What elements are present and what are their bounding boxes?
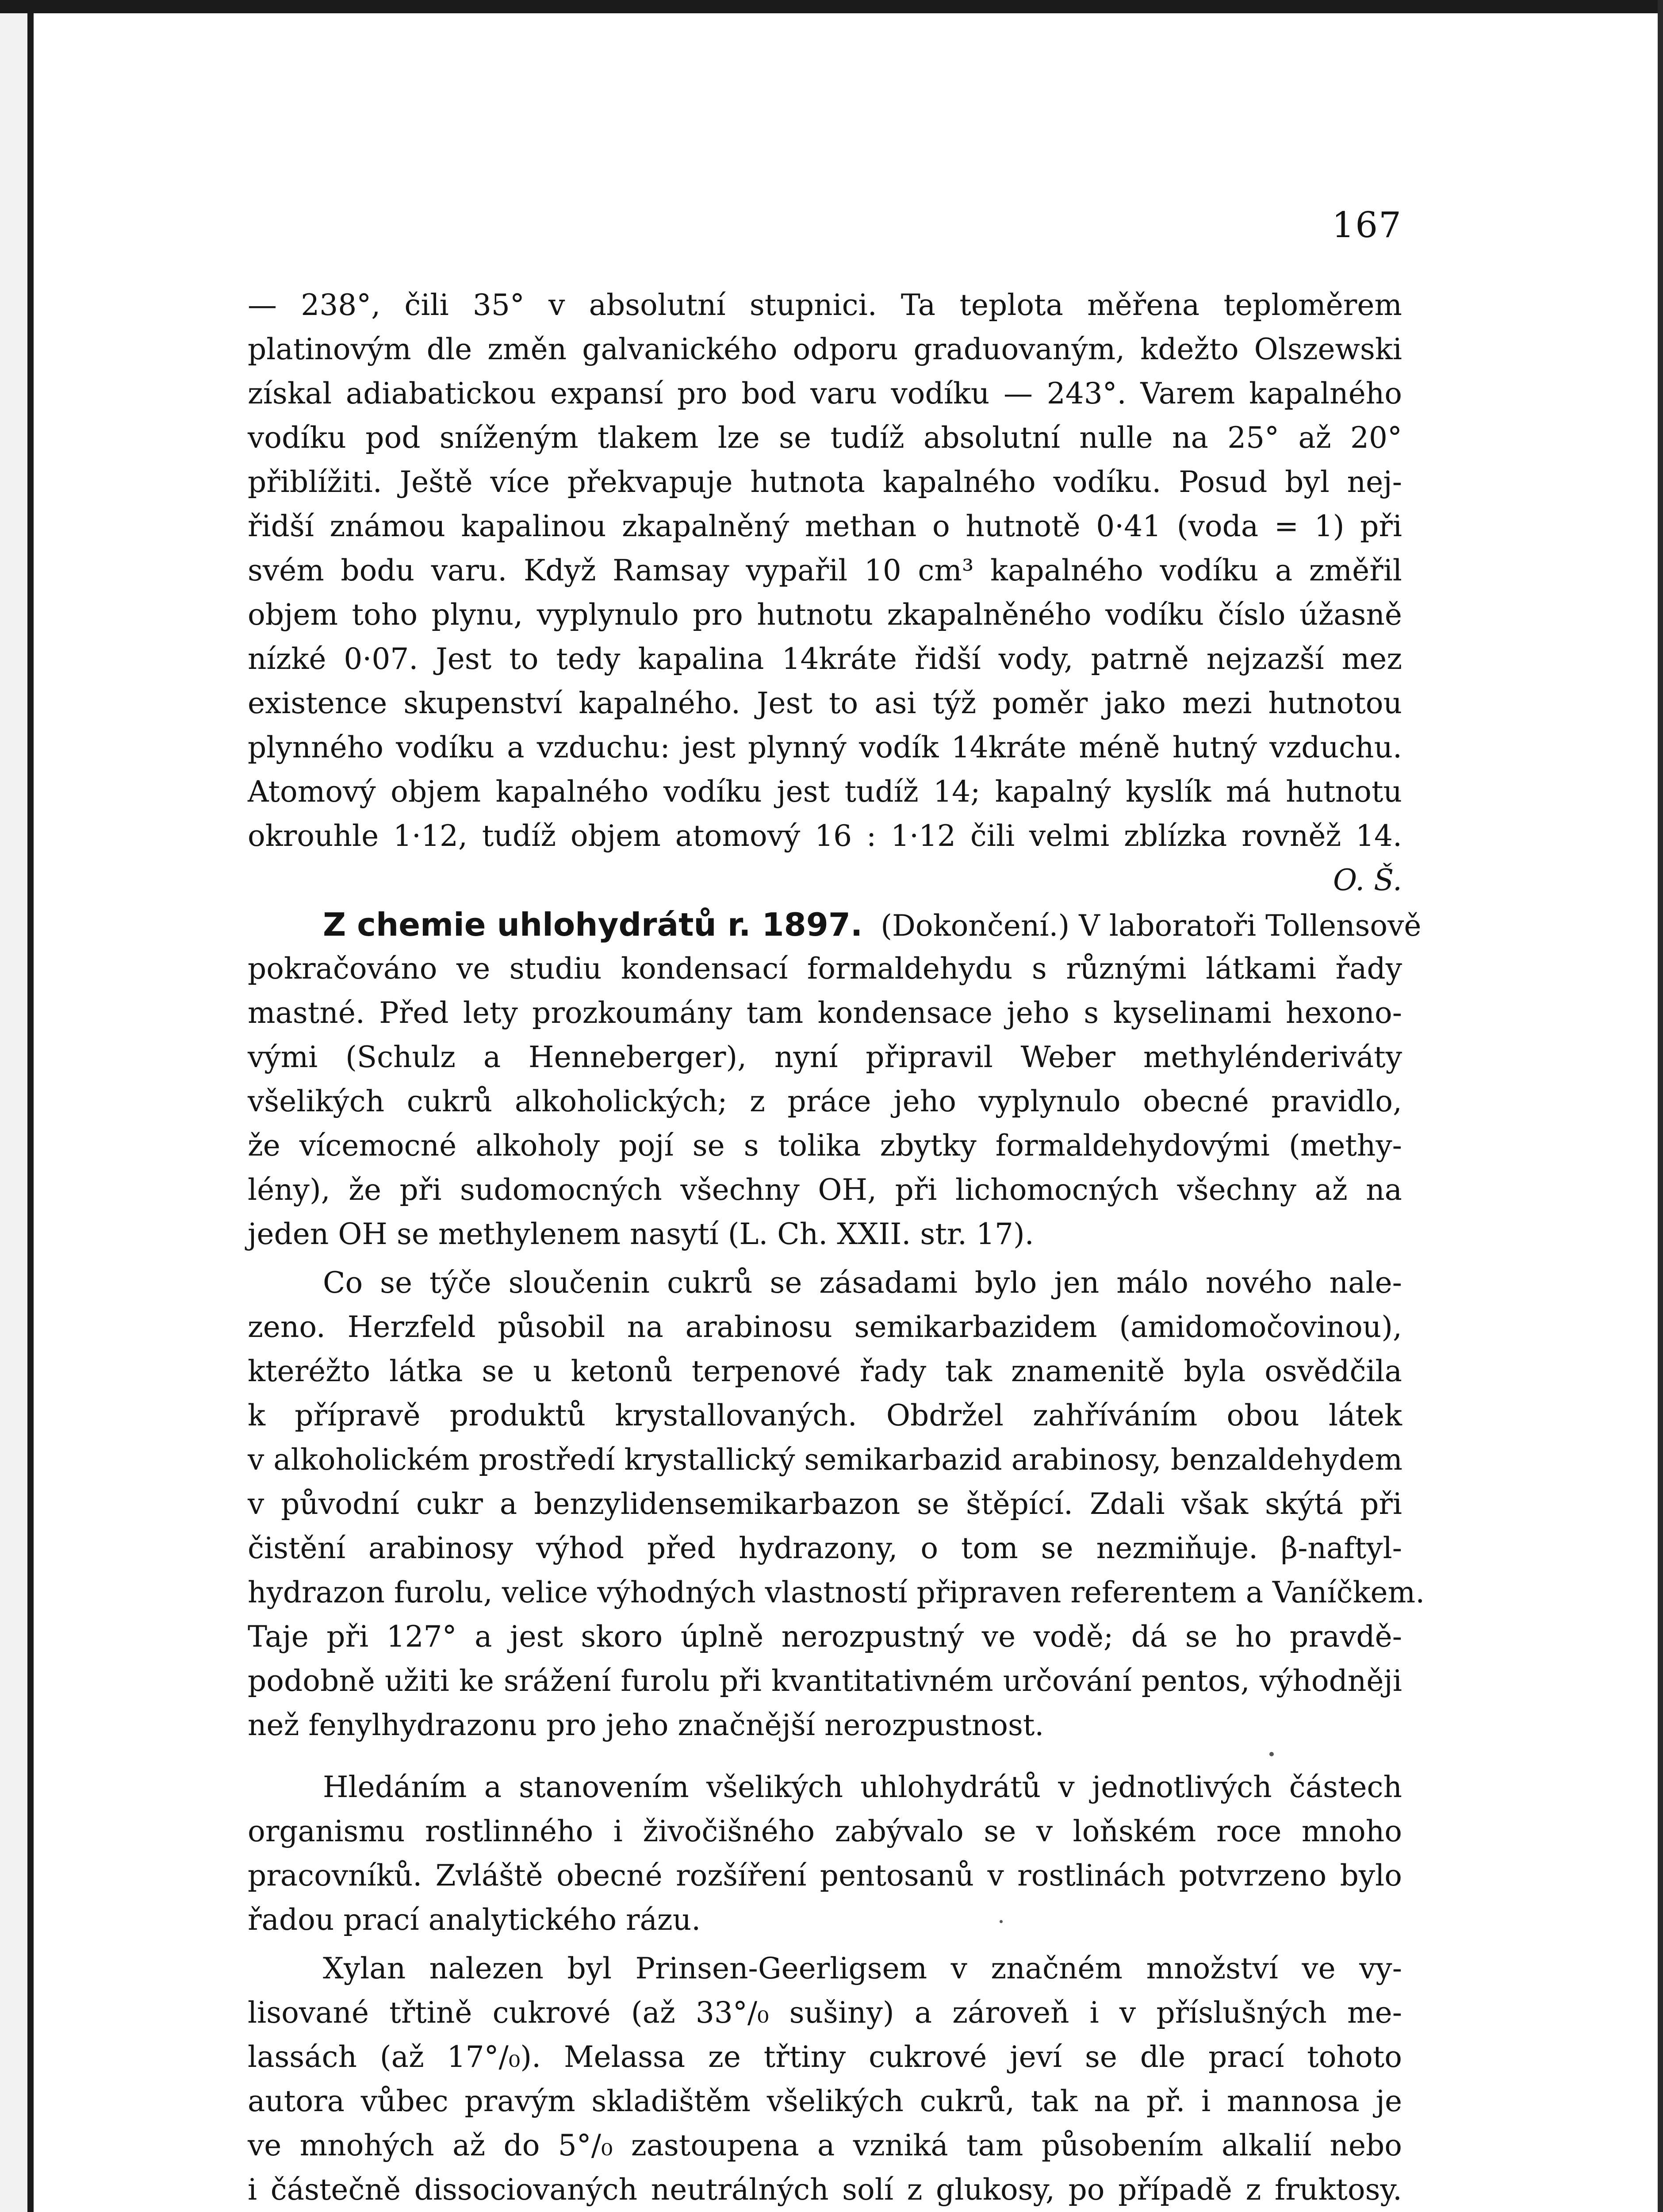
text-line: podobně užiti ke srážení furolu při kvantitativném určování pentos, výhodněji (248, 1664, 1402, 1698)
text-line: pokračováno ve studiu kondensací formaldehydu s různými látkami řady (248, 952, 1402, 986)
text-line: okrouhle 1·12, tudíž objem atomový 16 : 1·12 čili velmi zblízka rovněž 14. (248, 819, 1402, 853)
text-line: získal adiabatickou expansí pro bod varu vodíku — 243°. Varem kapalného (248, 376, 1402, 411)
text-line: v původní cukr a benzylidensemikarbazon se štěpící. Zdali však skýtá při (248, 1487, 1402, 1521)
scan-margin (0, 0, 27, 2212)
scan-border-right (1658, 0, 1663, 2212)
text-line: zeno. Herzfeld působil na arabinosu semikarbazidem (amidomočovinou), (248, 1310, 1402, 1344)
text-line: ve mnohých až do 5°/₀ zastoupena a vzniká tam působením alkalií nebo (248, 2128, 1402, 2162)
text-line: Co se týče sloučenin cukrů se zásadami bylo jen málo nového nale- (323, 1266, 1402, 1300)
author-initials: O. Š. (1333, 863, 1402, 897)
text-line: plynného vodíku a vzduchu: jest plynný vodík 14kráte méně hutný vzduchu. (248, 730, 1402, 764)
text-line: mastné. Před lety prozkoumány tam kondensace jeho s kyselinami hexono- (248, 996, 1402, 1030)
text-line: v alkoholickém prostředí krystallický semikarbazid arabinosy, benzaldehydem (248, 1443, 1402, 1477)
text-line: lassách (až 17°/₀). Melassa ze třtiny cukrové jeví se dle prací tohoto (248, 2040, 1402, 2074)
text-line: Hledáním a stanovením všelikých uhlohydrátů v jednotlivých částech (323, 1770, 1402, 1804)
text-line: vými (Schulz a Henneberger), nyní připravil Weber methylénderiváty (248, 1040, 1402, 1074)
text-line: čistění arabinosy výhod před hydrazony, o tom se nezmiňuje. β-naftyl- (248, 1531, 1402, 1565)
text-line: přiblížiti. Ještě více překvapuje hutnota kapalného vodíku. Posud byl nej- (248, 465, 1402, 499)
text-line: řadou prací analytického rázu. (248, 1903, 701, 1937)
text-line: než fenylhydrazonu pro jeho značnější nerozpustnost. (248, 1708, 1044, 1742)
text-line: organismu rostlinného i živočišného zabývalo se v loňském roce mnoho (248, 1814, 1402, 1848)
scan-border-left (27, 0, 34, 2212)
text-line: kteréžto látka se u ketonů terpenové řady tak znamenitě byla osvědčila (248, 1354, 1402, 1388)
text-line: lény), že při sudomocných všechny OH, při lichomocných všechny až na (248, 1173, 1402, 1207)
text-line: Taje při 127° a jest skoro úplně nerozpustný ve vodě; dá se ho pravdě- (248, 1620, 1402, 1654)
text-line: řidší známou kapalinou zkapalněný methan o hutnotě 0·41 (voda = 1) při (248, 509, 1402, 543)
page-number: 167 (1332, 204, 1402, 246)
text-line: lisované třtině cukrové (až 33°/₀ sušiny) a zároveň i v příslušných me- (248, 1996, 1402, 2030)
text-line: existence skupenství kapalného. Jest to asi týž poměr jako mezi hutnotou (248, 686, 1402, 720)
ink-speck (1000, 1920, 1003, 1923)
text-line: nízké 0·07. Jest to tedy kapalina 14kráte řidší vody, patrně nejzazší mez (248, 642, 1402, 676)
text-line: Xylan nalezen byl Prinsen-Geerligsem v značném množství ve vy- (323, 1951, 1402, 1985)
section-heading: Z chemie uhlohydrátů r. 1897. (323, 906, 863, 943)
text-line: hydrazon furolu, velice výhodných vlastností připraven referentem a Vaníčkem. (248, 1575, 1425, 1609)
text-line: — 238°, čili 35° v absolutní stupnici. Ta teplota měřena teploměrem (248, 288, 1402, 322)
text-line: objem toho plynu, vyplynulo pro hutnotu zkapalněného vodíku číslo úžasně (248, 598, 1402, 632)
text-line: svém bodu varu. Když Ramsay vypařil 10 cm³ kapalného vodíku a změřil (248, 553, 1402, 588)
text-line: k přípravě produktů krystallovaných. Obdržel zahříváním obou látek (248, 1398, 1402, 1432)
text-line: jeden OH se methylenem nasytí (L. Ch. XXII. str. 17). (248, 1217, 1034, 1251)
text-line: i částečně dissociovaných neutrálných solí z glukosy, po případě z fruktosy. (248, 2173, 1402, 2207)
text-line: Atomový objem kapalného vodíku jest tudíž 14; kapalný kyslík má hutnotu (248, 775, 1402, 809)
text-line: platinovým dle změn galvanického odporu graduovaným, kdežto Olszewski (248, 332, 1402, 366)
document-page (248, 0, 1425, 2212)
text-line: autora vůbec pravým skladištěm všelikých cukrů, tak na př. i mannosa je (248, 2084, 1402, 2118)
text-line: pracovníků. Zvláště obecné rozšíření pentosanů v rostlinách potvrzeno bylo (248, 1859, 1402, 1893)
text-line: všelikých cukrů alkoholických; z práce jeho vyplynulo obecné pravidlo, (248, 1084, 1402, 1118)
heading-continuation: (Dokončení.) V laboratoři Tollensově (881, 909, 1422, 943)
ink-speck (1269, 1752, 1274, 1756)
text-line: vodíku pod sníženým tlakem lze se tudíž absolutní nulle na 25° až 20° (248, 421, 1402, 455)
text-line: že vícemocné alkoholy pojí se s tolika zbytky formaldehydovými (methy- (248, 1129, 1402, 1163)
section-heading-line (248, 902, 1422, 947)
